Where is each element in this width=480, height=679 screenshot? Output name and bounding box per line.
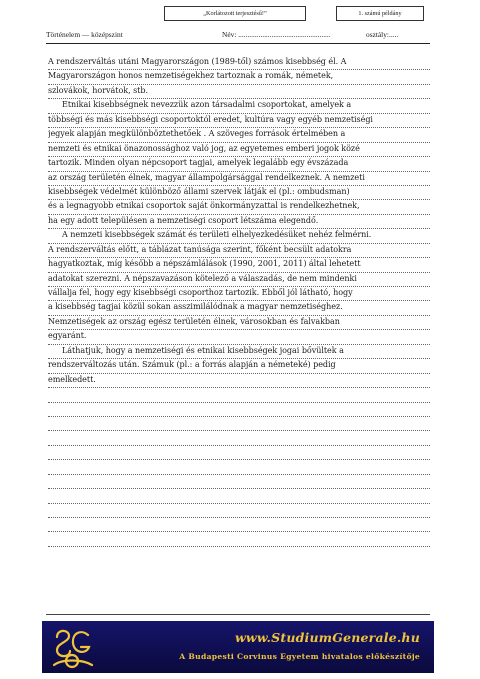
answer-line: [48, 417, 430, 431]
answer-line: [48, 446, 430, 460]
answer-line: [48, 489, 430, 503]
name-field: Név: ..................................................: [222, 30, 331, 39]
answer-line: Etnikai kisebbségnek nevezzük azon társadalmi csoportokat, amelyek a: [48, 99, 430, 113]
studium-generale-logo-icon: [48, 623, 98, 671]
answer-line: Láthatjuk, hogy a nemzetiségi és etnikai kisebbségek jogai bővültek a: [48, 345, 430, 359]
class-field: osztály:.....: [366, 30, 399, 39]
footer-divider: [46, 614, 430, 615]
answer-line: ha egy adott településen a nemzetiségi csoport létszáma elegendő.: [48, 215, 430, 229]
answer-line: vállalja fel, hogy egy kisebbségi csoporthoz tartozik. Ebből jól látható, hogy: [48, 287, 430, 301]
banner-tagline: A Budapesti Corvinus Egyetem hivatalos előkészítője: [179, 652, 420, 661]
answer-line: és a legnagyobb etnikai csoportok saját önkormányzattal is rendelkezhetnek,: [48, 200, 430, 214]
answer-line: A rendszerváltás előtt, a táblázat tanúsága szerint, főként becsült adatokra: [48, 244, 430, 258]
answer-line: [48, 475, 430, 489]
answer-line: A rendszerváltás utáni Magyarországon (1989-től) számos kisebbség él. A: [48, 56, 430, 70]
answer-line: rendszerváltozás után. Számuk (pl.: a forrás alapján a németeké) pedig: [48, 359, 430, 373]
answer-line: tartozik. Minden olyan népcsoport tagjai, amelyek legalább egy évszázada: [48, 157, 430, 171]
answer-area: [48, 56, 430, 547]
answer-line: a kisebbség tagjai közül sokan asszimilálódnak a magyar nemzetiséghez.: [48, 301, 430, 315]
answer-line: emelkedett.: [48, 374, 430, 388]
answer-line: [48, 431, 430, 445]
answer-line: A nemzeti kisebbségek számát és területi elhelyezkedésüket nehéz felmérni.: [48, 229, 430, 243]
header-divider: [46, 43, 430, 44]
answer-line: [48, 388, 430, 402]
answer-line: szlovákok, horvátok, stb.: [48, 85, 430, 99]
answer-line: [48, 518, 430, 532]
answer-line: kisebbségek védelmét különböző állami szervek látják el (pl.: ombudsman): [48, 186, 430, 200]
answer-line: Magyarországon honos nemzetiségekhez tartoznak a romák, németek,: [48, 70, 430, 84]
answer-line: adatokat szerezni. A népszavazáson kötelező a válaszadás, de nem mindenki: [48, 273, 430, 287]
answer-line: jegyek alapján megkülönböztethetőek . A szöveges források értelmében a: [48, 128, 430, 142]
answer-line: többségi és más kisebbségi csoportoktól eredet, kultúra vagy egyéb nemzetiségi: [48, 114, 430, 128]
answer-line: [48, 504, 430, 518]
studium-generale-banner: [42, 621, 434, 673]
restricted-distribution-label: „Korlátozott terjesztésű!”: [164, 6, 306, 21]
answer-line: az ország területén élnek, magyar állampolgársággal rendelkeznek. A nemzeti: [48, 172, 430, 186]
banner-url: www.StudiumGenerale.hu: [234, 630, 420, 645]
answer-line: [48, 403, 430, 417]
answer-line: [48, 532, 430, 546]
answer-line: hagyatkoztak, míg később a népszámlálások (1990, 2001, 2011) által lehetett: [48, 258, 430, 272]
copy-number-label: 1. számú példány: [336, 6, 424, 21]
answer-line: nemzeti és etnikai önazonossághoz való jog, az egyetemes emberi jogok közé: [48, 143, 430, 157]
answer-line: Nemzetiségek az ország egész területén élnek, városokban és falvakban: [48, 316, 430, 330]
subject-label: Történelem — középszint: [46, 30, 123, 39]
answer-line: egyaránt.: [48, 330, 430, 344]
answer-line: [48, 460, 430, 474]
